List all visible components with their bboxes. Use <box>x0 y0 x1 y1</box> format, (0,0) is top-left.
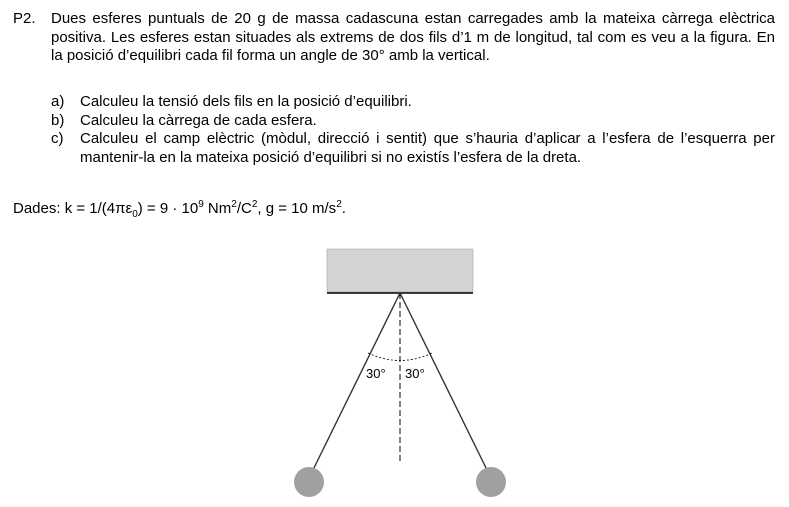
right-thread <box>400 293 490 476</box>
part-text: Calculeu la tensió dels fils en la posició d’equilibri. <box>80 93 412 110</box>
part-letter: a) <box>51 93 65 110</box>
pendulum-figure <box>280 240 520 502</box>
part-c <box>51 130 775 167</box>
unit-c-exponent: 2 <box>251 199 258 210</box>
part-a <box>51 93 775 112</box>
data-end: . <box>341 200 346 217</box>
unit-exponent: 2 <box>231 199 237 210</box>
epsilon-subscript: 0 <box>132 209 138 220</box>
gravity-text: , g = 10 m/s <box>257 200 337 217</box>
unit-c: /C <box>236 200 252 217</box>
angle-label-left: 30° <box>366 366 386 381</box>
part-letter: b) <box>51 111 65 129</box>
gravity-exponent: 2 <box>336 199 342 210</box>
part-b <box>51 112 775 131</box>
right-sphere <box>476 467 506 497</box>
question-parts <box>51 93 775 167</box>
left-thread <box>310 293 400 476</box>
ceiling-block <box>327 249 473 292</box>
dades-prefix: Dades: k = 1/(4πε <box>13 200 133 217</box>
angle-label-right: 30° <box>405 366 425 381</box>
dades-mid: ) = 9 · 10 <box>137 200 199 217</box>
unit: Nm <box>203 200 232 217</box>
part-text: Calculeu la càrrega de cada esfera. <box>80 111 317 129</box>
problem-text: Dues esferes puntuals de 20 g de massa cadascuna estan carregades amb la mateixa càrrega elèctrica positiva. Les esferes estan situades als extrems de dos fils d’1 m de longitud, tal com es veu a la figura. En la posició d’equilibri cada fil forma un angle de 30° amb la vertical. <box>51 10 775 64</box>
part-text: Calculeu el camp elèctric (mòdul, direcció i sentit) que s’hauria d’aplicar a l’esfera de l’esquerra per mantenir-la en la mateixa posició d’equilibri si no existís l’esfera de la dreta. <box>80 130 775 166</box>
part-letter: c) <box>51 130 64 147</box>
problem-statement <box>13 10 783 66</box>
problem-label: P2. <box>13 10 36 27</box>
exponent: 9 <box>198 199 204 210</box>
left-sphere <box>294 467 324 497</box>
data-line <box>13 195 346 225</box>
